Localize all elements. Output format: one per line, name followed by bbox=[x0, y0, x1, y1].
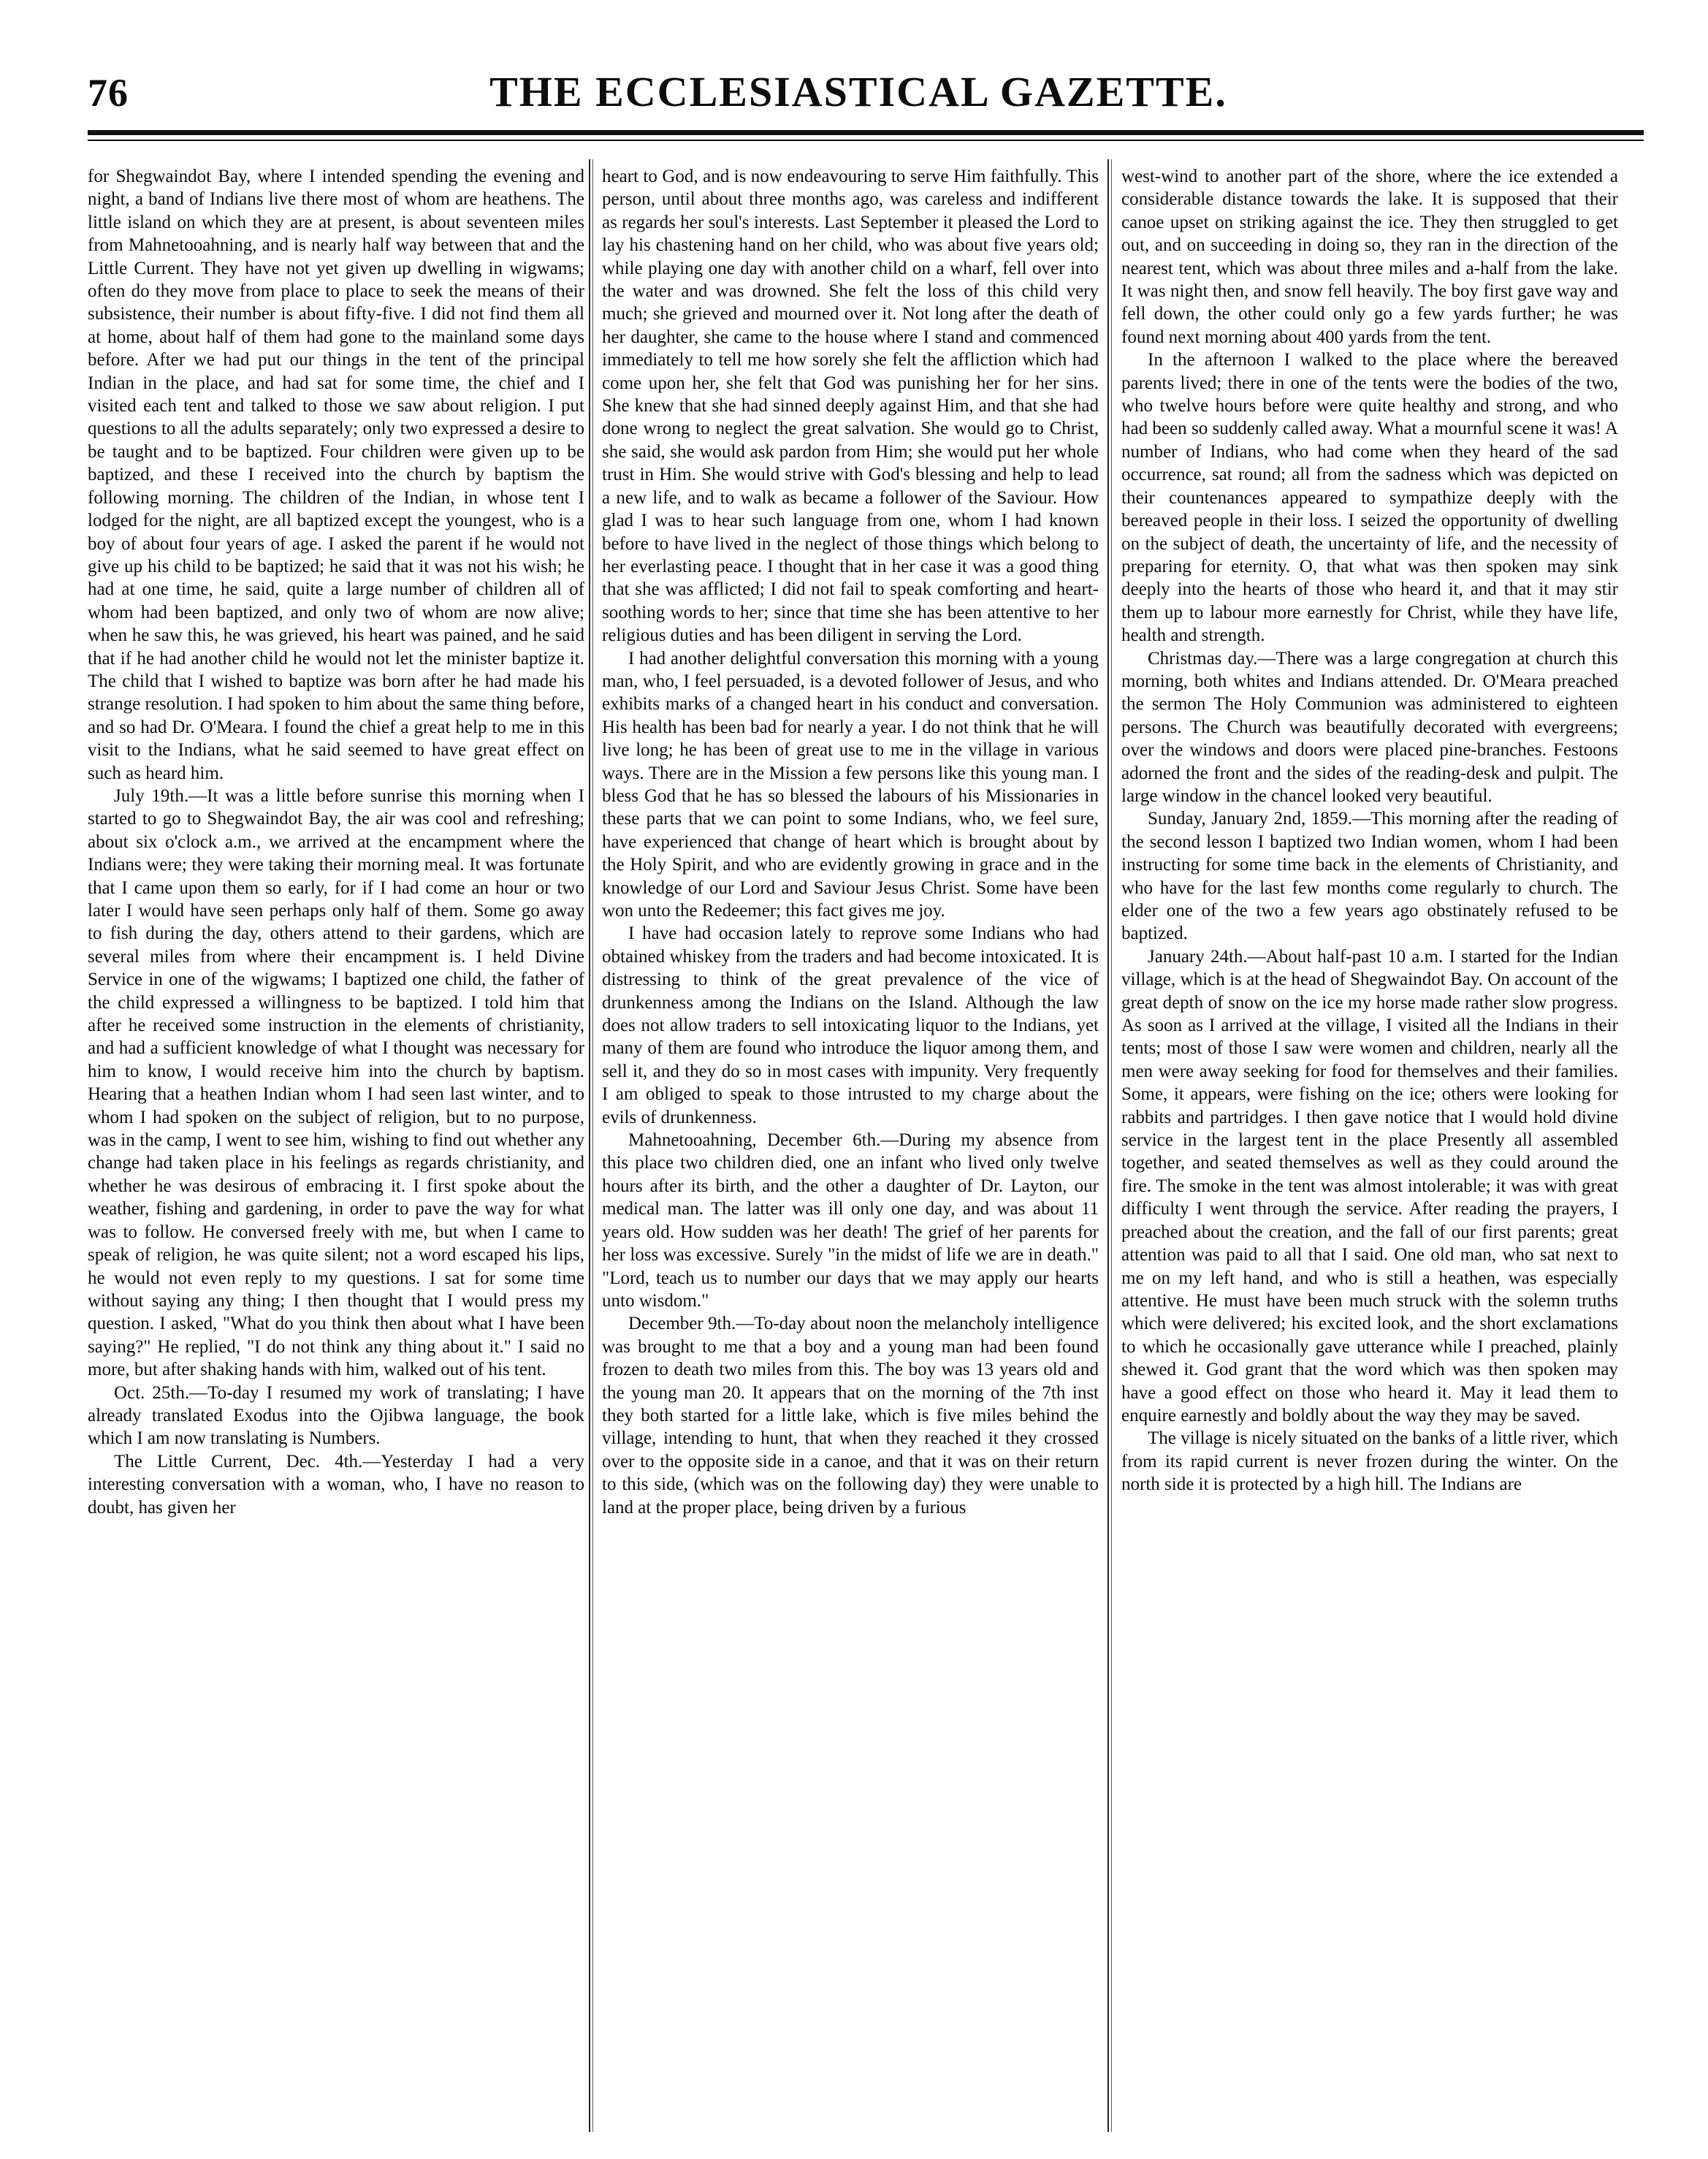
column-divider bbox=[589, 159, 593, 2132]
paragraph: heart to God, and is now endeavouring to serve Him faithfully. This person, until about three months ago, was careless and indifferent as regards her soul's interests. Last September it pleased the Lord to lay his chastening hand on her child, who was about five years old; while playing one day with another child on a wharf, fell over into the water and was drowned. She felt the loss of this child very much; she grieved and mourned over it. Not long after the death of her daughter, she came to the house where I stand and commenced immediately to tell me how sorely she felt the affliction which had come upon her, she felt that God was punishing her for her sins. She knew that she had sinned deeply against Him, and that she had done wrong to neglect the great salvation. She would go to Christ, she said, she would ask pardon from Him; she would put her whole trust in Him. She would strive with God's blessing and help to lead a new life, and to walk as became a follower of the Saviour. How glad I was to hear such language from one, whom I had known before to have lived in the neglect of those things which belong to her everlasting peace. I thought that in her case it was a good thing that she was afflicted; I did not fail to speak comforting and heart-soothing words to her; since that time she has been attentive to her religious duties and has been diligent in serving the Lord. bbox=[602, 167, 1099, 646]
header-rule-thick bbox=[88, 130, 1644, 135]
paragraph: for Shegwaindot Bay, where I intended spending the evening and night, a band of Indians live there most of whom are heathens. The little island on which they are at present, is about seventeen miles from Mahnetooahning, and is nearly half way between that and the Little Current. They have not yet given up dwelling in wigwams; often do they move from place to place to seek the means of their subsistence, their number is about fifty-five. I did not find them all at home, about half of them had gone to the mainland some days before. After we had put our things in the tent of the principal Indian in the place, and had sat for some time, the chief and I visited each tent and talked to those we saw about religion. I put questions to all the adults separately; only two expressed a desire to be taught and to be baptized. Four children were given up to be baptized, and these I received into the church by baptism the following morning. The children of the Indian, in whose tent I lodged for the night, are all baptized except the youngest, who is a boy of about four years of age. I asked the parent if he would not give up his child to be baptized; he said that it was not his wish; he had at one time, he said, quite a large number of children all of whom had been baptized, and only two of whom are now alive; when he saw this, he was grieved, his heart was pained, and he said that if he had another child he would not let the minister baptize it. The child that I wished to baptize was born after he had made his strange resolution. I had spoken to him about the same thing before, and so had Dr. O'Meara. I found the chief a great help to me in this visit to the Indians, what he said seemed to have great effect on such as heard him. bbox=[88, 167, 584, 783]
paragraph: Mahnetooahning, December 6th.—During my absence from this place two children died, one an infant who lived only twelve hours after its birth, and the other a daughter of Dr. Layton, our medical man. The latter was ill only one day, and was about 11 years old. How sudden was her death! The grief of her parents for her loss was excessive. Surely "in the midst of life we are in death." "Lord, teach us to number our days that we may apply our hearts unto wisdom." bbox=[602, 1130, 1099, 1311]
paragraph: I have had occasion lately to reprove some Indians who had obtained whiskey from the traders and had become intoxicated. It is distressing to think of the great prevalence of the vice of drunkenness among the Indians on the Island. Although the law does not allow traders to sell intoxicating liquor to the Indians, yet many of them are found who introduce the liquor among them, and sell it, and they do so in most cases with impunity. Very frequently I am obliged to speak to those intrusted to my charge about the evils of drunkenness. bbox=[602, 924, 1099, 1127]
paragraph: July 19th.—It was a little before sunrise this morning when I started to go to Shegwaindot Bay, the air was cool and refreshing; about six o'clock a.m., we arrived at the encampment where the Indians were; they were taking their morning meal. It was fortunate that I came upon them so early, for if I had come an hour or two later I would have seen perhaps only half of them. Some go away to fish during the day, others attend to their gardens, which are several miles from where their encampment is. I held Divine Service in one of the wigwams; I baptized one child, the father of the child expressed a willingness to be baptized. I told him that after he received some instruction in the elements of christianity, and had a sufficient knowledge of what I thought was necessary for him to know, I would receive him into the church by baptism. Hearing that a heathen Indian whom I had seen last winter, and to whom I had spoken on the subject of religion, but to no purpose, was in the camp, I went to see him, wishing to find out whether any change had taken place in his feelings as regards christianity, and whether he was desirous of embracing it. I first spoke about the weather, fishing and gardening, in order to pave the way for what was to follow. He conversed freely with me, but when I came to speak of religion, he was quite silent; not a word escaped his lips, he would not even reply to my questions. I sat for some time without saying any thing; I then thought that I would press my question. I asked, "What do you think then about what I have been saying?" He replied, "I do not think any thing about it." I said no more, but after shaking hands with him, walked out of his tent. bbox=[88, 785, 584, 1380]
column-1 bbox=[88, 165, 584, 2138]
paragraph: The Little Current, Dec. 4th.—Yesterday I had a very interesting conversation with a woman, who, I have no reason to doubt, has given her bbox=[88, 1451, 584, 1518]
page-header bbox=[88, 67, 1629, 120]
paragraph: January 24th.—About half-past 10 a.m. I started for the Indian village, which is at the head of Shegwaindot Bay. On account of the great depth of snow on the ice my horse made rather slow progress. As soon as I arrived at the village, I visited all the Indians in their tents; most of those I saw were women and children, nearly all the men were away seeking for food for themselves and their families. Some, it appears, were fishing on the ice; others were looking for rabbits and partridges. I then gave notice that I would hold divine service in the largest tent in the place Presently all assembled together, and seated themselves as well as they could around the fire. The smoke in the tent was almost intolerable; it was with great difficulty I went through the service. After reading the prayers, I preached about the creation, and the fall of our first parents; great attention was paid to all that I said. One old man, who sat next to me on my left hand, and who is still a heathen, was especially attentive. He must have been much struck with the solemn truths which were delivered; his excited look, and the short exclamations to which he occasionally gave utterance while I preached, plainly shewed it. God grant that the word which was then spoken may have a good effect on those who heard it. May it lead them to enquire earnestly and boldly about the way they may be saved. bbox=[1121, 946, 1618, 1425]
page-number: 76 bbox=[88, 71, 129, 115]
paragraph: Sunday, January 2nd, 1859.—This morning after the reading of the second lesson I baptized two Indian women, whom I had been instructing for some time back in the elements of Christianity, and who have for the last few months come regularly to church. The elder one of the two a few years ago obstinately refused to be baptized. bbox=[1121, 809, 1618, 944]
column-3 bbox=[1121, 165, 1618, 2138]
paragraph: In the afternoon I walked to the place where the bereaved parents lived; there in one of the tents were the bodies of the two, who twelve hours before were quite healthy and strong, and who had been so suddenly called away. What a mournful scene it was! A number of Indians, who had come when they heard of the sad occurrence, sat round; all from the sadness which was depicted on their countenances appeared to sympathize deeply with the bereaved people in their loss. I seized the opportunity of dwelling on the subject of death, the uncertainty of life, and the necessity of preparing for eternity. O, that what was then spoken may sink deeply into the hearts of those who heard it, and that it may stir them up to labour more earnestly for Christ, while they have life, health and strength. bbox=[1121, 350, 1618, 646]
header-rule-thin bbox=[88, 140, 1644, 141]
column-divider bbox=[1107, 159, 1112, 2132]
running-title: THE ECCLESIASTICAL GAZETTE. bbox=[489, 68, 1227, 115]
paragraph: December 9th.—To-day about noon the melancholy intelligence was brought to me that a boy and a young man had been found frozen to death two miles from this. The boy was 13 years old and the young man 20. It appears that on the morning of the 7th inst they both started for a little lake, which is five miles behind the village, intending to hunt, that when they reached it they crossed over to the opposite side in a canoe, and that it was on their return to this side, (which was on the following day) they were unable to land at the proper place, being driven by a furious bbox=[602, 1314, 1099, 1518]
column-2 bbox=[602, 165, 1099, 2138]
paragraph: Christmas day.—There was a large congregation at church this morning, both whites and Indians attended. Dr. O'Meara preached the sermon The Holy Communion was administered to eighteen persons. The Church was beautifully decorated with evergreens; over the windows and doors were placed pine-branches. Festoons adorned the front and the sides of the reading-desk and pulpit. The large window in the chancel looked very beautiful. bbox=[1121, 648, 1618, 806]
paragraph: I had another delightful conversation this morning with a young man, who, I feel persuaded, is a devoted follower of Jesus, and who exhibits marks of a changed heart in his conduct and conversation. His health has been bad for nearly a year. I do not think that he will live long; he has been of great use to me in the village in various ways. There are in the Mission a few persons like this young man. I bless God that he has so blessed the labours of his Missionaries in these parts that we can point to some Indians, who, we feel sure, have experienced that change of heart which is brought about by the Holy Spirit, and who are evidently growing in grace and in the knowledge of our Lord and Saviour Jesus Christ. Some have been won unto the Redeemer; this fact gives me joy. bbox=[602, 648, 1099, 921]
paragraph: west-wind to another part of the shore, where the ice extended a considerable distance towards the lake. It is supposed that their canoe upset on striking against the ice. They then struggled to get out, and on succeeding in doing so, they ran in the direction of the nearest tent, which was about three miles and a-half from the lake. It was night then, and snow fell heavily. The boy first gave way and fell down, the other could only go a few yards further; he was found next morning about 400 yards from the tent. bbox=[1121, 167, 1618, 347]
paragraph: The village is nicely situated on the banks of a little river, which from its rapid current is never frozen during the winter. On the north side it is protected by a high hill. The Indians are bbox=[1121, 1428, 1618, 1495]
paragraph: Oct. 25th.—To-day I resumed my work of translating; I have already translated Exodus into the Ojibwa language, the book which I am now translating is Numbers. bbox=[88, 1382, 584, 1449]
